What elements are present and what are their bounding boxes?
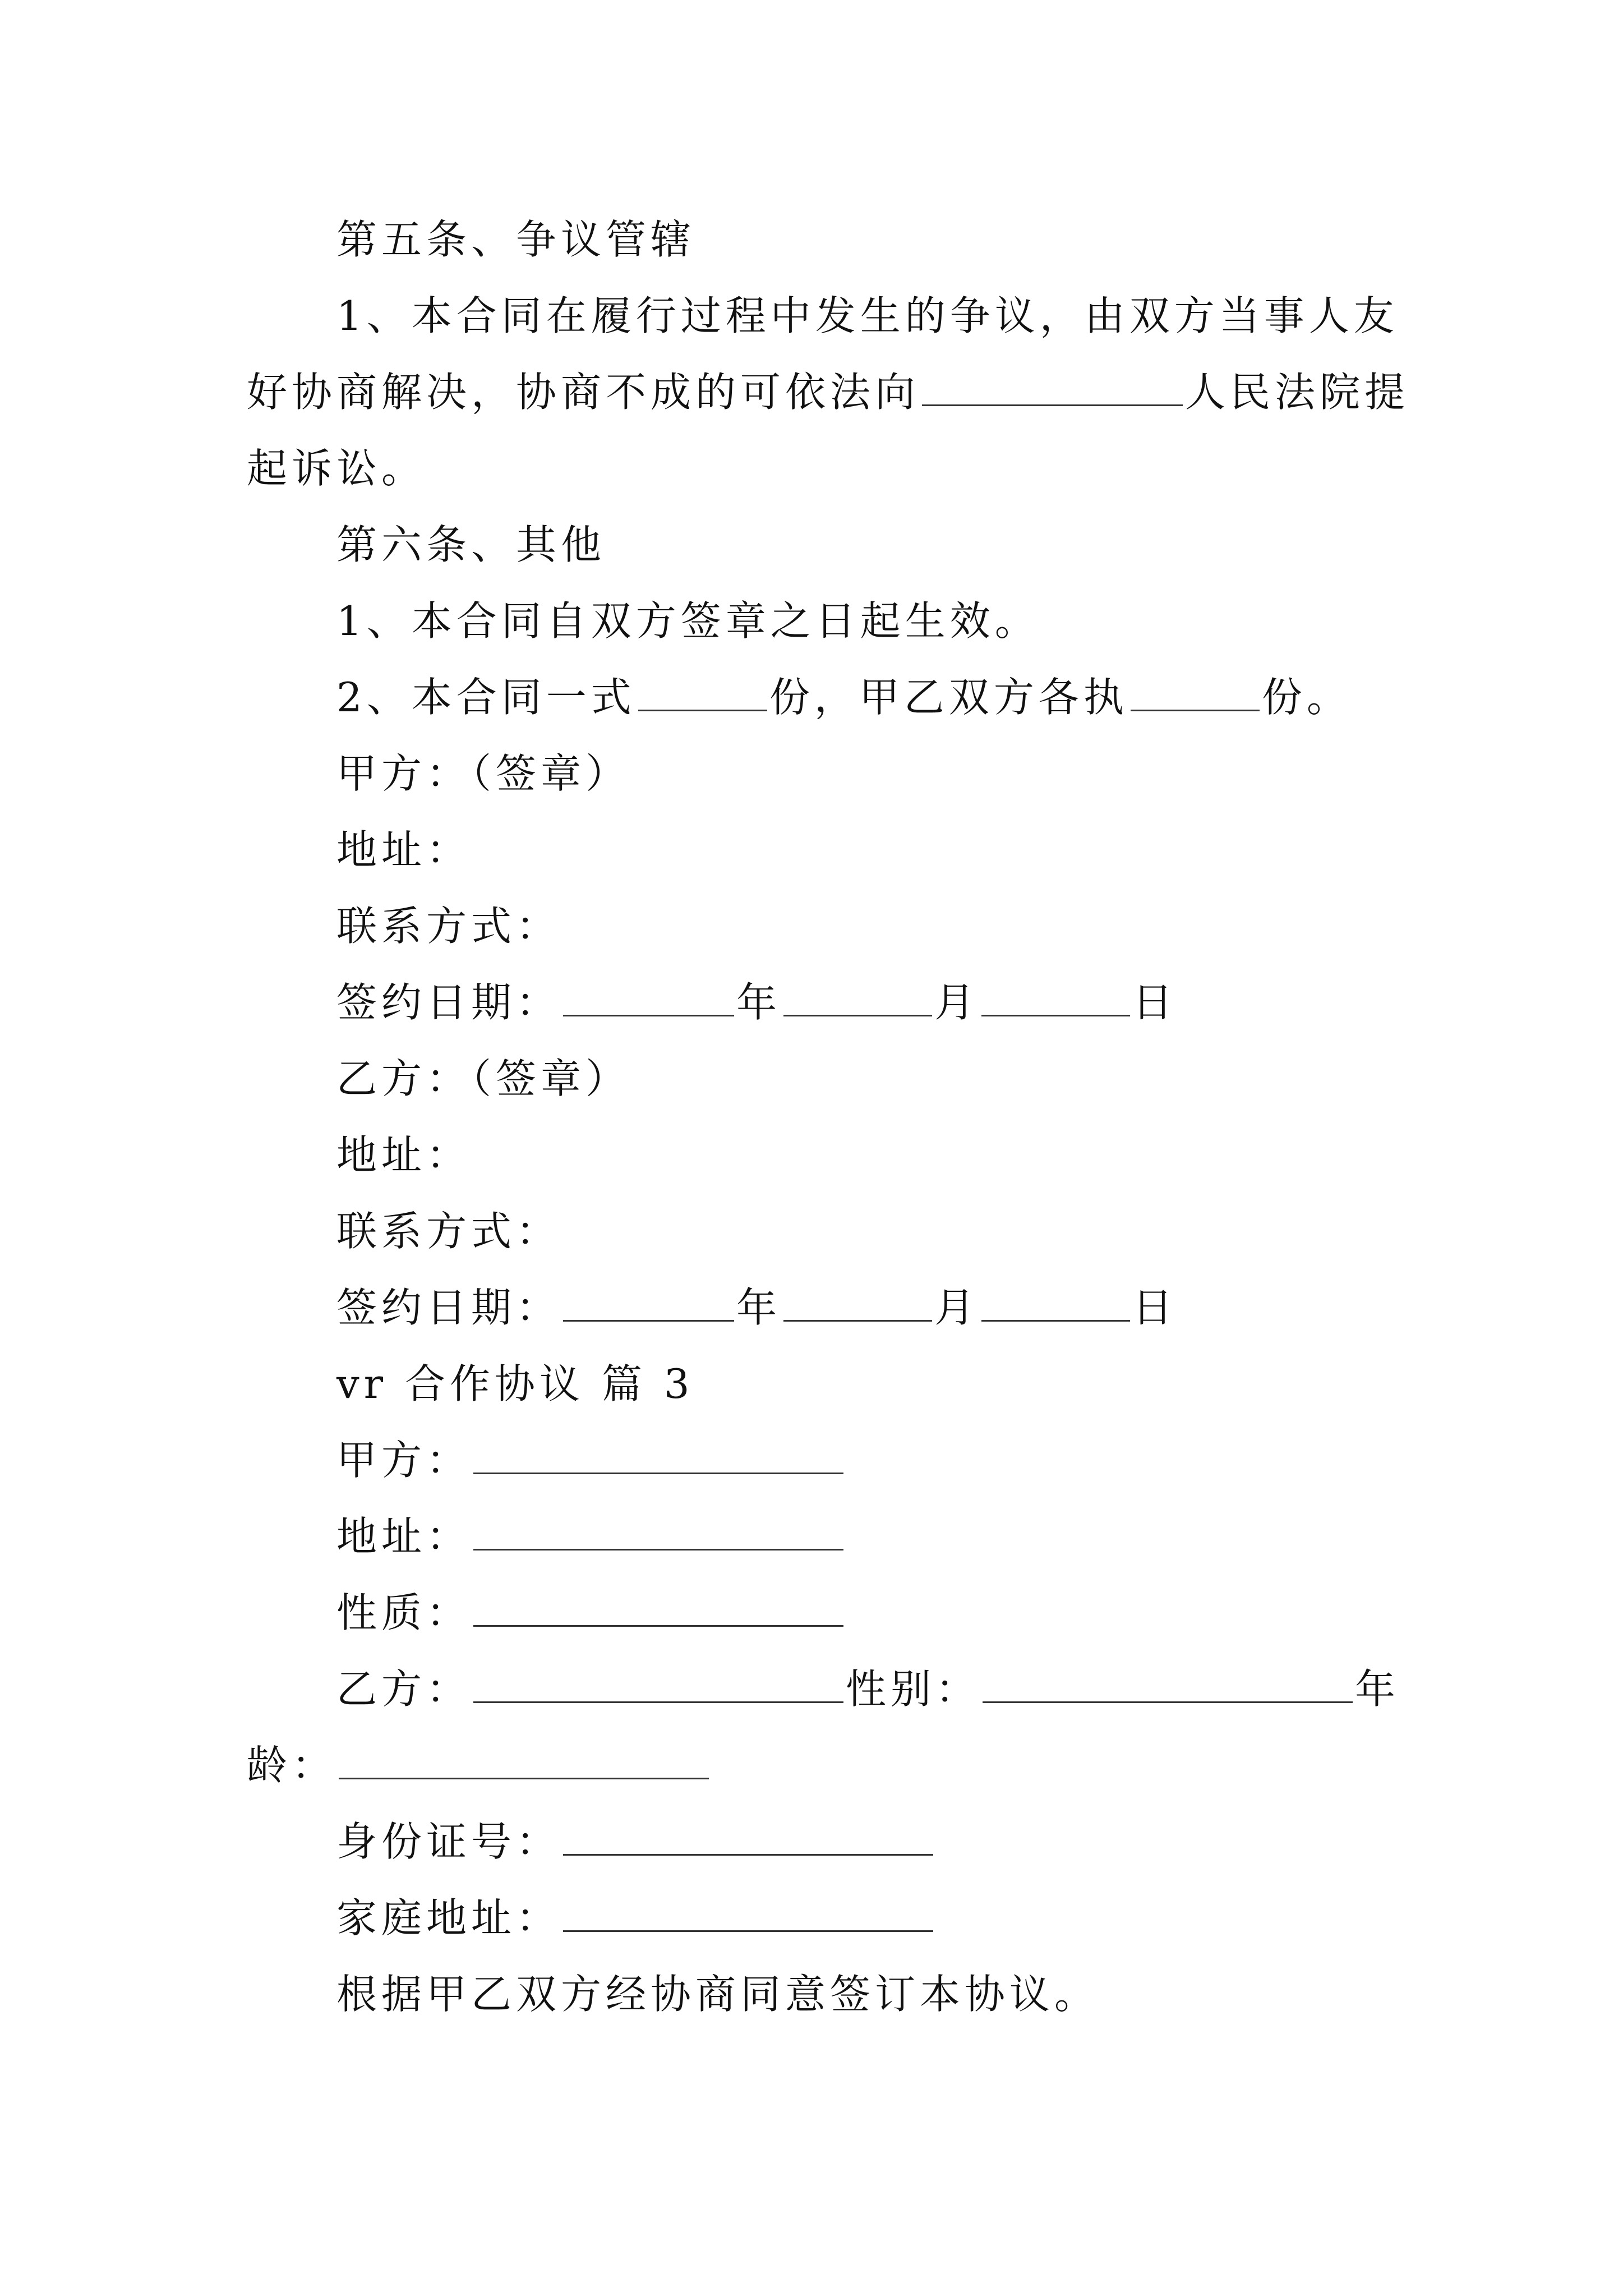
home-address-field bbox=[336, 1887, 935, 1949]
article-5-item-1-text-a: 好协商解决，协商不成的可依法向 bbox=[247, 369, 920, 416]
age-label-part-1: 年 bbox=[1355, 1665, 1400, 1713]
party-a-label: 甲方： bbox=[336, 1437, 472, 1484]
nature-blank bbox=[473, 1591, 843, 1627]
party-b-blank bbox=[473, 1668, 843, 1703]
age-field bbox=[247, 1734, 711, 1796]
year-label: 年 bbox=[736, 1284, 782, 1331]
article-5-item-1-line-2 bbox=[247, 361, 1409, 423]
article-6-item-2-text-b: 份，甲乙双方各执 bbox=[769, 674, 1128, 721]
day-label: 日 bbox=[1132, 979, 1178, 1026]
id-number-field bbox=[336, 1811, 935, 1872]
address-blank bbox=[473, 1515, 843, 1550]
party-b-address-label: 地址： bbox=[336, 1131, 472, 1179]
day-label: 日 bbox=[1132, 1284, 1178, 1331]
closing-sentence: 根据甲乙双方经协商同意签订本协议。 bbox=[336, 1971, 1100, 2018]
home-address-blank bbox=[563, 1897, 933, 1932]
year-label: 年 bbox=[736, 979, 782, 1026]
id-number-blank bbox=[563, 1820, 933, 1856]
age-label-part-2: 龄： bbox=[247, 1742, 337, 1789]
party-b-field bbox=[336, 1658, 1400, 1720]
copies-each-blank bbox=[1131, 676, 1260, 711]
article-6-item-2-text-c: 份。 bbox=[1261, 674, 1352, 721]
address-field bbox=[336, 1506, 846, 1567]
article-5-item-1-line-1: 1、本合同在履行过程中发生的争议，由双方当事人友 bbox=[336, 292, 1399, 339]
party-a-field bbox=[336, 1429, 846, 1491]
article-6-item-1: 1、本合同自双方签章之日起生效。 bbox=[336, 597, 1040, 645]
party-b-sign-date bbox=[336, 1277, 1177, 1338]
month-blank bbox=[783, 981, 932, 1016]
day-blank bbox=[981, 1286, 1130, 1322]
year-blank bbox=[563, 1286, 734, 1322]
party-a-sign-date bbox=[336, 972, 1177, 1033]
copies-total-blank bbox=[638, 676, 767, 711]
month-blank bbox=[783, 1286, 932, 1322]
day-blank bbox=[981, 981, 1130, 1016]
court-name-blank bbox=[922, 371, 1183, 406]
home-address-label: 家庭地址： bbox=[336, 1894, 561, 1941]
article-5-item-1-line-3: 起诉讼。 bbox=[247, 445, 427, 492]
party-b-seal-label: 乙方：（签章） bbox=[336, 1055, 631, 1102]
party-a-address-label: 地址： bbox=[336, 826, 472, 873]
gender-blank bbox=[983, 1668, 1353, 1703]
party-a-contact-label: 联系方式： bbox=[336, 903, 561, 950]
id-number-label: 身份证号： bbox=[336, 1818, 561, 1865]
article-6-item-2-text-a: 2、本合同一式 bbox=[336, 674, 636, 721]
party-a-seal-label: 甲方：（签章） bbox=[336, 750, 631, 797]
sign-date-label: 签约日期： bbox=[336, 1284, 561, 1331]
party-b-label: 乙方： bbox=[336, 1665, 472, 1713]
gender-label: 性别： bbox=[846, 1665, 981, 1713]
month-label: 月 bbox=[934, 1284, 980, 1331]
age-blank bbox=[339, 1744, 709, 1779]
year-blank bbox=[563, 981, 734, 1016]
article-5-heading: 第五条、争议管辖 bbox=[336, 216, 696, 263]
nature-label: 性质： bbox=[336, 1589, 472, 1636]
month-label: 月 bbox=[934, 979, 980, 1026]
party-a-blank bbox=[473, 1439, 843, 1474]
article-5-item-1-text-b: 人民法院提 bbox=[1185, 369, 1410, 416]
party-b-contact-label: 联系方式： bbox=[336, 1208, 561, 1255]
article-6-item-2 bbox=[336, 666, 1352, 728]
nature-field bbox=[336, 1582, 846, 1644]
section-3-title: vr 合作协议 篇 3 bbox=[336, 1360, 694, 1407]
sign-date-label: 签约日期： bbox=[336, 979, 561, 1026]
address-label: 地址： bbox=[336, 1513, 472, 1560]
article-6-heading: 第六条、其他 bbox=[336, 521, 606, 568]
